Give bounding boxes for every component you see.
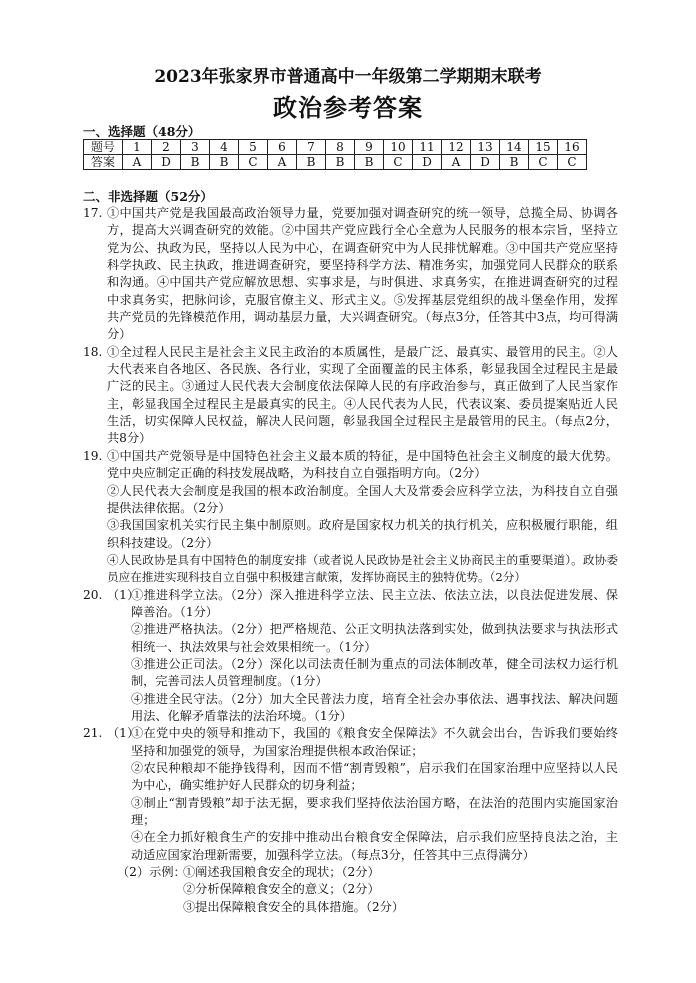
question-number: 1 xyxy=(123,140,152,155)
page-title: 政治参考答案 xyxy=(273,93,423,122)
section-heading-choice: 一、选择题（48分） xyxy=(83,124,201,139)
question-19 xyxy=(83,448,618,587)
answer-cell: B xyxy=(326,155,355,170)
sub-question-1 xyxy=(107,587,618,726)
answer-point: ④在全力抓好粮食生产的安排中推动出台粮食安全保障法，启示我们应坚持良法之治，主动适应国家治理新需要，加强科学立法。（每点3分，任答其中三点得满分） xyxy=(131,830,618,862)
question-21 xyxy=(83,725,618,916)
answer-cell: B xyxy=(297,155,326,170)
question-number: 6 xyxy=(268,140,297,155)
sub-question-label: （1） xyxy=(107,726,140,741)
table-row-answers xyxy=(84,155,587,170)
answer-point: ②推进严格执法。（2分）把严格规范、公正文明执法落到实处，做到执法要求与执法形式相统一、执法效果与社会效果相统一。（1分） xyxy=(131,622,618,654)
question-number: 4 xyxy=(210,140,239,155)
row-label-answer: 答案 xyxy=(84,155,123,170)
answer-cell: D xyxy=(152,155,181,170)
section-heading-nonchoice: 二、非选择题（52分） xyxy=(83,189,213,204)
question-number: 11 xyxy=(413,140,442,155)
answer-point: ④人民政协是具有中国特色的制度安排（或者说人民政协是社会主义协商民主的重要渠道）。政协委员应在推进实现科技自立自强中积极建言献策，发挥协商民主的独特优势。（2分） xyxy=(107,552,618,585)
question-number: 20. xyxy=(83,587,103,602)
question-number: 10 xyxy=(384,140,413,155)
question-number: 16 xyxy=(558,140,587,155)
question-number: 7 xyxy=(297,140,326,155)
answer-point: ①推进科学立法。（2分）深入推进科学立法、民主立法、依法立法，以良法促进发展、保障善治。（1分） xyxy=(131,587,618,619)
answer-point: ③制止“割青毁粮”却于法无据，要求我们坚持依法治国方略，在法治的范围内实施国家治理； xyxy=(131,795,618,828)
sub-question-2 xyxy=(107,864,618,916)
question-number: 15 xyxy=(529,140,558,155)
answer-point: ①中国共产党领导是中国特色社会主义最本质的特征，是中国特色社会主义制度的最大优势。党中央应制定正确的科技发展战略，为科技自立自强指明方向。（2分） xyxy=(107,448,618,481)
question-20 xyxy=(83,587,618,726)
question-number: 8 xyxy=(326,140,355,155)
answer-text: ①中国共产党是我国最高政治领导力量，党要加强对调查研究的统一领导，总揽全局、协调各方，提高大兴调查研究的效能。②中国共产党应践行全心全意为人民服务的根本宗旨，坚持立党为公、执政为民，坚持以人民为中心，在调查研究中为人民排忧解难。③中国共产党应坚持科学执政、民主执政，推进调查研究，要坚持科学方法、精准务实，加强党同人民群众的联系和沟通。④中国共产党应解放思想、实事求是，与时俱进、求真务实，在推进调查研究的过程中求真务实，把脉问诊，克服官僚主义、形式主义。⑤发挥基层党组织的战斗堡垒作用，发挥共产党员的先锋模范作用，调动基层力量，大兴调查研究。（每点3分，任答其中3点，均可得满分） xyxy=(107,206,618,342)
question-number: 18. xyxy=(83,344,103,359)
question-number: 14 xyxy=(500,140,529,155)
sub-question-1 xyxy=(107,725,618,864)
question-number: 2 xyxy=(152,140,181,155)
question-number: 12 xyxy=(442,140,471,155)
question-number: 5 xyxy=(239,140,268,155)
question-number: 19. xyxy=(83,448,103,463)
sub-question-label: （2）示例： xyxy=(117,865,186,880)
answer-cell: B xyxy=(500,155,529,170)
answer-point: ②分析保障粮食安全的意义；（2分） xyxy=(183,882,380,897)
answer-cell: D xyxy=(471,155,500,170)
answer-cell: A xyxy=(442,155,471,170)
answer-cell: B xyxy=(355,155,384,170)
answer-point: ③推进公正司法。（2分）深化以司法责任制为重点的司法体制改革，健全司法权力运行机制，完善司法人员管理制度。（1分） xyxy=(131,656,618,689)
answer-cell: C xyxy=(529,155,558,170)
answer-point: ①阐述我国粮食安全的现状；（2分） xyxy=(183,865,380,880)
answer-cell: B xyxy=(210,155,239,170)
answer-point: ③我国国家机关实行民主集中制原则。政府是国家权力机关的执行机关，应积极履行职能，组织科技建设。（2分） xyxy=(107,518,618,550)
answer-cell: D xyxy=(413,155,442,170)
question-number: 3 xyxy=(181,140,210,155)
answer-point: ③提出保障粮食安全的具体措施。（2分） xyxy=(183,899,405,914)
answer-point: ②人民代表大会制度是我国的根本政治制度。全国人大及常委会应科学立法，为科技自立自强提供法律依据。（2分） xyxy=(107,483,618,515)
answer-point: ②农民种粮却不能挣钱得利，因而不惜“割青毁粮”，启示我们在国家治理中应坚持以人民为中心，确实维护好人民群众的切身利益； xyxy=(131,761,618,793)
answer-cell: A xyxy=(268,155,297,170)
question-17 xyxy=(83,205,618,344)
answer-point: ④推进全民守法。（2分）加大全民普法力度，培育全社会办事依法、遇事找法、解决问题用法、化解矛盾靠法的法治环境。（1分） xyxy=(131,691,618,723)
table-row-numbers xyxy=(84,140,587,155)
answer-cell: C xyxy=(384,155,413,170)
answer-text: ①全过程人民民主是社会主义民主政治的本质属性，是最广泛、最真实、最管用的民主。②人大代表来自各地区、各民族、各行业，实现了全面覆盖的民主体系，彰显我国全过程民主是最广泛的民主。③通过人民代表大会制度依法保障人民的有序政治参与，真正做到了人民当家作主，彰显我国全过程民主是最真实的民主。④人民代表为人民，代表议案、委员提案贴近人民生活，切实保障人民权益，解决人民问题，彰显我国全过程民主是最管用的民主。（每点2分，共8分） xyxy=(107,344,618,446)
question-number: 17. xyxy=(83,206,103,220)
answers-body xyxy=(83,205,618,916)
answer-cell: B xyxy=(181,155,210,170)
exam-title: 2023年张家界市普通高中一年级第二学期期末联考 xyxy=(154,67,542,87)
question-18 xyxy=(83,344,618,448)
answer-cell: C xyxy=(239,155,268,170)
answer-cell: A xyxy=(123,155,152,170)
question-number: 21. xyxy=(83,726,103,741)
row-label-number: 题号 xyxy=(84,140,123,155)
sub-question-label: （1） xyxy=(107,587,140,602)
answer-point: ①在党中央的领导和推动下，我国的《粮食安全保障法》不久就会出台，告诉我们要始终坚持和加强党的领导，为国家治理提供根本政治保证； xyxy=(131,726,618,758)
question-number: 9 xyxy=(355,140,384,155)
answer-table xyxy=(83,139,587,170)
question-number: 13 xyxy=(471,140,500,155)
answer-cell: C xyxy=(558,155,587,170)
